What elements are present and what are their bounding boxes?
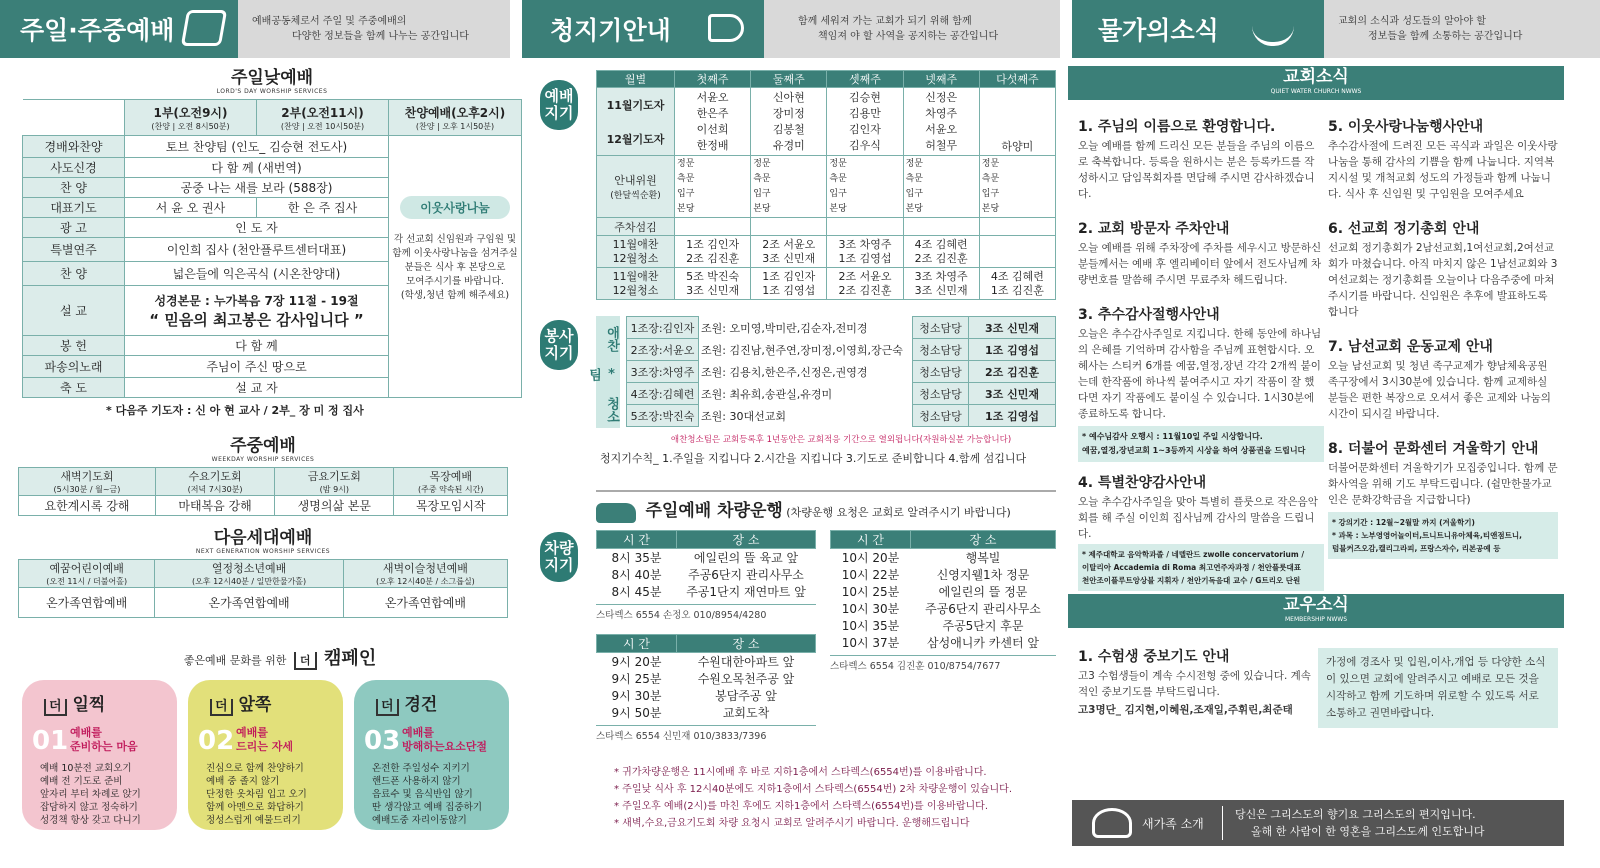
- car-icon: [596, 503, 636, 523]
- neighbor-love-box: 이웃사랑나눔 각 선교회 신임원과 구임원 및 함께 이웃사랑나눔을 섬겨주실 분들은 식사 후 본당으로 모여주시기를 바랍니다. (학생,청년 함께 해주세요): [389, 136, 522, 398]
- member-news-item: 1. 수험생 중보기도 안내 고3 수험생들이 계속 수시전형 중에 있습니다. 계속적인 중보기도를 부탁드립니다. 고3명단_ 김지현,이혜원,조재일,주휘린,최준태: [1078, 649, 1311, 716]
- service-team-table: 1조장:김인자 조원: 오미영,박미란,김순자,전미경 청소담당 3조 신민재 2조장:서윤오 조원: 김진남,현주연,장미정,이영희,장근숙 청소담당 1조 김영섭 3조장:차영주 조원: 김용치,한은주,신정은,권영경 청소담당 2조 김진훈 4조장:김혜련 조원: 최유희,송관실,유경미 청소담당 3조 신민재 5조장:박진숙 조원: 30대선교회 청소담당 1조 김영섭 애찬청소팀은 교회등록후 1년동안은 교회적응 기간으로 열외됩니다(자원하실분 가능합니다): [626, 316, 1056, 445]
- section-title: 다음세대예배: [213, 528, 313, 548]
- section-subtitle: NEXT GENERATION WORSHIP SERVICES: [195, 548, 331, 555]
- vehicle-title: 주일예배 차량운행 (차량운행 요청은 교회로 알려주시기 바랍니다): [596, 490, 1056, 523]
- campaign-card-front: 더 앞쪽 02 예배를 드리는 자세 진심으로 함께 찬양하기 예배 중 졸지 않기 단정한 옷차림 입고 오기 함께 아멘으로 화답하기 정성스럽게 예물드리기: [188, 680, 343, 830]
- header-desc: 함께 세워져 가는 교회가 되기 위해 함께 책임져 야 할 사역을 공지하는 공간입니다: [764, 0, 1060, 58]
- cleaning-team-label: 애찬 * 청소팀: [596, 316, 620, 428]
- header-desc: 예배공동체로서 주일 및 주중예배의 다양한 정보들을 함께 나누는 공간입니다: [238, 0, 510, 58]
- neighbor-love-badge: 이웃사랑나눔: [400, 196, 510, 219]
- campaign-card-godly: 더 경건 03 예배를 방해하는요소단절 온전한 주일성수 지키기 핸드폰 사용하지 않기 음료수 및 음식반입 않기 딴 생각않고 예배 집중하기 예배도중 자리이동않기: [354, 680, 509, 830]
- church-news-right: 5. 이웃사랑나눔행사안내 추수감사절에 드려진 모든 곡식과 과일은 이웃사랑 나눔을 통해 감사의 기쁨을 함께 나눕니다. 지역복지시설 및 개척교회 성도의 가정들과 함께 나눕니다. 식사 후 신임원 및 구임원을 모여주세요 6. 선교회 정기총회 안내 선교회 정기총회가 2남선교회,1여선교회,2여선교회가 마쳤습니다. 아직 마치지 않은 1남선교회와 3여선교회는 정기총회를 오늘이나 다음주중에 마쳐주시기를 바랍니다. 신임원은 추후에 발표하도록 합니다 7. 남선교회 운동교제 안내 오늘 남선교회 및 청년 족구교제가 향남체육공원 족구장에서 3시30분에 있습니다. 함께 교제하실 분들은 편한 복장으로 오셔서 좋은 교제와 나눔의 시간이 되시길 바랍니다. 8. 더불어 문화센터 겨울학기 안내 더불어문화센터 겨울학기가 모집중입니다. 함께 문화사역을 위해 기도 부탁드립니다. (쉴만한물가교인은 문화강학금을 지급합니다) * 강의기간 : 12월~2월말 까지 (겨울학기) * 과목 : 노부영영어놀이터,트니트니유아체육,티앤점트니, 텀블커즈오감,캘리그라피, 프랑스자수, 리본공예 등: [1328, 116, 1558, 559]
- vehicle-table-1: 시 간 장 소 8시 35분 에일린의 뜰 육교 앞 8시 40분 주공6단지 관리사무소 8시 45분 주공1단지 재연마트 앞 스타렉스 6554 손정오 010/8954/4280: [596, 530, 816, 621]
- vehicle-notes: * 귀가차량운행은 11시예배 후 바로 지하1층에서 스타렉스(6554번)를 이용바랍니다. * 주일낮 식사 후 12시40분에도 지하1층에서 스타렉스(6554번) 2차 차량운행이 있습니다. * 주일오후 예배(2시)를 마친 후에도 지하1층에서 스타렉스(6554번)를 이용바랍니다. * 새벽,수요,금요기도회 차량 요청시 교회로 알려주시기 바랍니다. 운행해드립니다: [614, 767, 1013, 829]
- megaphone-icon: [708, 14, 744, 42]
- hand-plant-icon: [1252, 12, 1294, 46]
- church-news-header: 교회소식 QUIET WATER CHURCH NWWS: [1068, 66, 1564, 100]
- nextgen-table: 예꿈어린이예배 (오전 11시 / 더불어홀) 열정청소년예배 (오후 12시40분 / 일만한물가홀) 새벽이슬청년예배 (오후 12시40분 / 소그룹실) 온가족연합예배 온가족연합예배 온가족연합예배: [18, 559, 508, 618]
- section-title: 주일낮예배: [230, 68, 314, 88]
- header-title: 주일·주중예배: [0, 0, 238, 58]
- weekday-table: 새벽기도회 (5시30분 / 월~금) 수요기도회 (저녁 7시30분) 금요기도회 (밤 9시) 목장예배 (주중 약속된 시간) 요한계시록 강해 마태복음 강해 생명의삶 본문 목장모임시작: [18, 467, 508, 516]
- campaign-title: 좋은예배 문화를 위한 더 캠페인: [183, 648, 377, 669]
- duty-table: 월별 첫째주 둘째주 셋째주 넷째주 다섯째주 11월기도자 12월기도자 서윤오 한은주 이선희 한정배 신아현 장미정 김봉철 유경미 김승현 김용만 김인자 김우식 신정은 차영주 서윤오 허철무 하양미 안내위원 (한달씩순환) 정문 측문 입구 본당 정문 측문 입구 본당 정문 측문 입구 본당 정문 측문 입구 본당 정문 측문 입구 본당 주차섬김 11월애찬 12월청소 1조 김인자 2조 김진훈 2조 서윤오 3조 신민재 3조 차영주 1조 김영섭 4조 김혜련 2조 김진훈 11월애찬 12월청소 5조 박진숙 3조 신민재 1조 김인자 1조 김영섭 2조 서윤오 2조 김진훈 3조 차영주 3조 신민재 4조 김혜련 1조 김진훈: [596, 70, 1056, 300]
- next-week-prayer: * 다음주 기도자 : 신 아 현 교사 / 2부_ 장 미 정 집사: [106, 404, 364, 417]
- campaign-logo-icon: 더: [294, 652, 317, 670]
- service-steward-label: 봉사 지기: [540, 320, 578, 370]
- vehicle-steward-label: 차량 지기: [540, 532, 578, 582]
- weekday-worship: [18, 436, 508, 516]
- bible-icon: [181, 10, 227, 46]
- section-subtitle: WEEKDAY WORSHIP SERVICES: [211, 456, 315, 463]
- cleaning-note: 애찬청소팀은 교회등록후 1년동안은 교회적응 기간으로 열외됩니다(자원하실분 가능합니다): [670, 435, 1012, 445]
- header-desc: 교회의 소식과 성도들의 알아야 할 정보들을 함께 소통하는 공간입니다: [1324, 0, 1600, 58]
- vehicle-table-3: 시 간 장 소 10시 20분 행복빌 10시 22분 신영지웰1차 정문 10시 25분 에일린의 뜰 정문 10시 30분 주공6단지 관리사무소 10시 35분 주공5단지 후문 10시 37분 삼성애니카 카센터 앞 스타렉스 6554 김진훈 010/8754/7677: [830, 530, 1056, 672]
- campaign-card-early: 더 일찍 01 예배를 준비하는 마음 예배 10분전 교회오기 예배 전 기도로 준비 앞자리 부터 차례로 앉기 잡담하지 않고 정숙하기 성경책 항상 갖고 다니기: [22, 680, 177, 830]
- duty-table-wrap: [596, 70, 1056, 300]
- header-title: 청지기안내: [522, 0, 764, 58]
- member-news-header: 교우소식 MEMBERSHIP NWWS: [1068, 594, 1564, 628]
- next-generation-worship: [18, 528, 508, 618]
- footer-banner: 새가족 소개 당신은 그리스도의 향기요 그리스도의 편지입니다. 올해 한 사람이 한 영혼을 그리스도께 인도합니다: [1072, 800, 1564, 846]
- header-news: [1072, 0, 1600, 58]
- section-subtitle: LORD'S DAY WORSHIP SERVICES: [216, 88, 328, 95]
- header-worship: [0, 0, 510, 58]
- church-news-left: 1. 주님의 이름으로 환영합니다. 오늘 예배를 함께 드리신 모든 분들을 주님의 이름으로 축복합니다. 등록을 원하시는 분은 등록카드를 작성하시고 담임목회자를 면담해 주시면 감사하겠습니다. 2. 교회 방문자 주차안내 오늘 예배를 위해 주차장에 주차를 세우시고 방문하신 분들께서는 예배 후 엘리베이터 앞에서 전도사님께 차량번호를 말씀해 주시면 무료주차 해드립니다. 3. 추수감사절행사안내 오늘은 추수감사주일로 지킵니다. 한해 동안에 하나님의 은혜를 기억하며 감사함을 주님께 표현합시다. 오헤사는 스티커 6개를 예꿈,열정,장년 각각 2개씩 붙이는데 한작품에 하나씩 붙여주시고 자기 작품이 잘 했다면 자기 작품에도 붙이실 수 있습니다. 1시30분에 종료하도록 합니다. * 예수님감사 오행시 : 11월10일 주일 시상합니다. 예꿈,열정,장년교회 1~3등까지 시상을 하여 상품권을 드립니다 4. 특별찬양감사안내 오늘 추수감사주일을 맞아 특별히 플룻으로 작은음악회를 해 주실 이인희 집사님께 감사의 말씀을 드립니다. * 제주대학교 음악학과졸 / 네델란드 zwolle concervatorium / 이탈리아 Accademia di Roma 최고연주자과정 / 천안플룻대표 천안조이플루트앙상블 지휘자 / 천안기독음대 교수 / G트리오 단원: [1078, 116, 1324, 591]
- header-title: 물가의소식: [1072, 0, 1324, 58]
- sunday-worship: [22, 68, 522, 418]
- people-icon: [1092, 808, 1132, 838]
- section-title: 주중예배: [230, 436, 296, 456]
- vehicle-table-2: 시 간 장 소 9시 20분 수원대한아파트 앞 9시 25분 수원오목천주공 앞 9시 30분 봉담주공 앞 9시 50분 교회도착 스타렉스 6554 신민재 010/3833/7396: [596, 634, 816, 742]
- header-steward: [522, 0, 1060, 58]
- member-notice-box: 가정에 경조사 및 입원,이사,개업 등 다양한 소식이 있으면 교회에 알려주시고 예배로 모든 것을 시작하고 함께 기도하며 위로할 수 있도록 서로 소통하고 권면바랍니다.: [1318, 648, 1558, 728]
- steward-rules: 청지기수칙_ 1.주일을 지킵니다 2.시간을 지킵니다 3.기도로 준비합니다 4.함께 섬깁니다: [600, 452, 1027, 465]
- worship-steward-label: 예배 지기: [540, 80, 578, 130]
- sunday-table: 1부(오전9시) (찬양 | 오전 8시50분) 2부(오전11시) (찬양 | 오전 10시50분) 찬양예배(오후2시) (찬양 | 오후 1시50분) 경배와찬양 토브 찬양팀 (인도_ 김승현 전도사) 이웃사랑나눔 각 선교회 신임원과 구임원 및 함께 이웃사랑나눔을 섬겨주실 분들은 식사 후 본당으로 모여주시기를 바랍니다. (학생,청년 함께 해주세요) 사도신경 다 함 께 (새번역) 찬 양 공중 나는 새를 보라 (588장) 대표기도 서 윤 오 권사 한 은 주 집사 광 고 인 도 자 특별연주 이인희 집사 (천안플루트센터대표) 찬 양 넓은들에 익은곡식 (시온찬양대) 설 교 성경본문 : 누가복음 7장 11절 - 19절 “ 믿음의 최고봉은 감사입니다 ” 봉 헌 다 함 께 파송의노래 주님이 주신 땅으로 축 도 설 교 자: [22, 99, 522, 398]
